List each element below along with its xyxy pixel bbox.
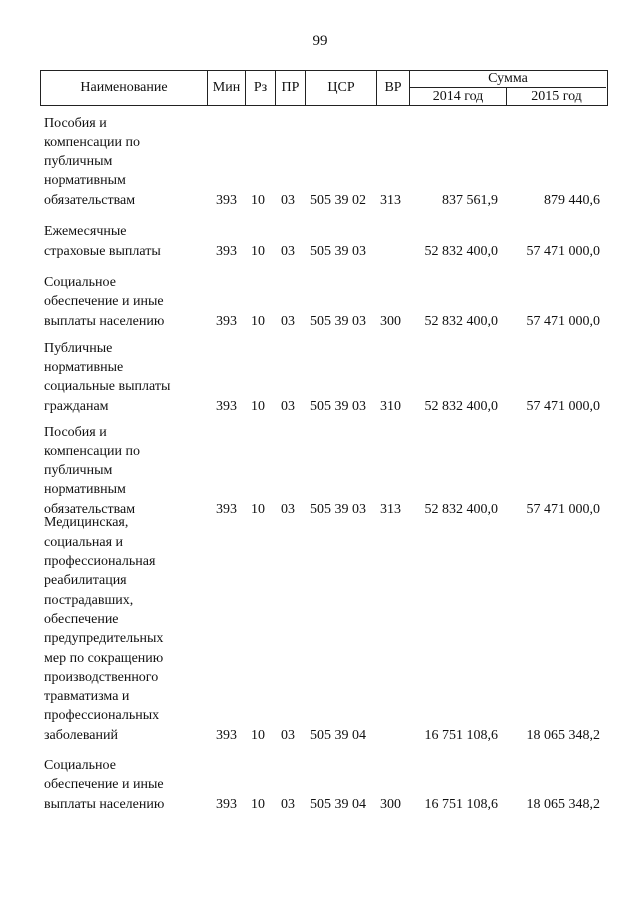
- table-row: [0, 756, 640, 814]
- row-name-line: Социальное: [44, 275, 116, 291]
- row-min: 393: [216, 192, 237, 208]
- row-pr: 03: [281, 313, 295, 329]
- row-name: [44, 339, 194, 416]
- row-csr: 505 39 03: [310, 501, 366, 517]
- row-csr: 505 39 04: [310, 727, 366, 743]
- header-name: Наименование: [80, 80, 168, 95]
- table-row: [0, 339, 640, 416]
- row-name-line: публичным: [44, 463, 113, 479]
- row-name-line: травматизма и: [44, 689, 130, 705]
- row-name-line: публичным: [44, 154, 113, 170]
- row-name-line: социальная и: [44, 534, 124, 550]
- row-name-line: гражданам: [44, 398, 109, 414]
- row-name-line: производственного: [44, 669, 159, 685]
- row-rz: 10: [251, 192, 265, 208]
- row-sum-2015: 57 471 000,0: [526, 501, 600, 517]
- header-year-2015: 2015 год: [531, 88, 582, 104]
- row-name-line: компенсации по: [44, 443, 140, 459]
- row-sum-2014: 16 751 108,6: [424, 796, 498, 812]
- row-sum-2015: 57 471 000,0: [526, 313, 600, 329]
- table-row: [0, 513, 640, 745]
- row-name-line: обеспечение: [44, 611, 119, 627]
- row-pr: 03: [281, 727, 295, 743]
- row-csr: 505 39 04: [310, 796, 366, 812]
- page-number: 99: [312, 33, 328, 49]
- row-name-line: реабилитация: [44, 573, 127, 589]
- row-name-line: обеспечение и иные: [44, 777, 164, 793]
- row-csr: 505 39 03: [310, 243, 366, 259]
- row-rz: 10: [251, 727, 265, 743]
- row-rz: 10: [251, 243, 265, 259]
- row-name: [44, 222, 194, 261]
- header-rz: Рз: [245, 71, 275, 105]
- row-pr: 03: [281, 243, 295, 259]
- row-name-line: нормативным: [44, 482, 126, 498]
- header-csr: ЦСР: [305, 71, 376, 105]
- row-name-line: обеспечение и иные: [44, 294, 164, 310]
- row-min: 393: [216, 796, 237, 812]
- row-min: 393: [216, 727, 237, 743]
- row-sum-2015: 57 471 000,0: [526, 398, 600, 414]
- row-pr: 03: [281, 398, 295, 414]
- row-sum-2014: 52 832 400,0: [424, 313, 498, 329]
- row-rz: 10: [251, 398, 265, 414]
- row-pr: 03: [281, 192, 295, 208]
- row-name-line: выплаты населению: [44, 796, 165, 812]
- row-name-line: обязательствам: [44, 192, 136, 208]
- row-pr: 03: [281, 796, 295, 812]
- table-header: [40, 70, 608, 106]
- row-sum-2015: 18 065 348,2: [526, 796, 600, 812]
- header-vr: ВР: [376, 71, 409, 105]
- row-name-line: нормативные: [44, 360, 124, 376]
- row-name-line: Медицинская,: [44, 515, 129, 531]
- table-row: [0, 114, 640, 211]
- row-vr: 313: [380, 192, 401, 208]
- row-sum-2014: 52 832 400,0: [424, 501, 498, 517]
- row-name-line: страховые выплаты: [44, 243, 161, 259]
- header-pr: ПР: [275, 71, 305, 105]
- row-name-line: Социальное: [44, 758, 116, 774]
- row-vr: 300: [380, 313, 401, 329]
- row-name-line: Публичные: [44, 340, 113, 356]
- row-name: [44, 114, 194, 210]
- row-name-line: обязательствам: [44, 501, 136, 517]
- row-pr: 03: [281, 501, 295, 517]
- row-min: 393: [216, 501, 237, 517]
- row-name: [44, 756, 194, 814]
- row-name-line: предупредительных: [44, 631, 164, 647]
- table-row: [0, 222, 640, 261]
- row-min: 393: [216, 243, 237, 259]
- row-csr: 505 39 02: [310, 192, 366, 208]
- row-name-line: Пособия и: [44, 424, 107, 440]
- row-name: [44, 423, 194, 519]
- row-sum-2014: 52 832 400,0: [424, 243, 498, 259]
- row-name-line: социальные выплаты: [44, 379, 171, 395]
- header-year-2014: 2014 год: [410, 88, 507, 105]
- row-name-line: выплаты населению: [44, 313, 165, 329]
- row-sum-2015: 879 440,6: [544, 192, 600, 208]
- table-row: [0, 273, 640, 331]
- row-name-line: компенсации по: [44, 134, 140, 150]
- header-sum: Сумма: [410, 71, 606, 88]
- row-name-line: заболеваний: [44, 727, 118, 743]
- row-name-line: профессиональная: [44, 554, 156, 570]
- row-name-line: нормативным: [44, 173, 126, 189]
- row-rz: 10: [251, 313, 265, 329]
- row-vr: 300: [380, 796, 401, 812]
- row-rz: 10: [251, 796, 265, 812]
- row-rz: 10: [251, 501, 265, 517]
- row-name-line: пострадавших,: [44, 592, 134, 608]
- row-sum-2014: 837 561,9: [442, 192, 498, 208]
- row-sum-2015: 57 471 000,0: [526, 243, 600, 259]
- row-sum-2014: 16 751 108,6: [424, 727, 498, 743]
- header-min: Мин: [207, 71, 245, 105]
- row-vr: 313: [380, 501, 401, 517]
- row-sum-2014: 52 832 400,0: [424, 398, 498, 414]
- row-name: [44, 273, 194, 331]
- row-min: 393: [216, 398, 237, 414]
- row-csr: 505 39 03: [310, 313, 366, 329]
- row-name: [44, 513, 194, 745]
- row-name-line: Пособия и: [44, 115, 107, 131]
- row-csr: 505 39 03: [310, 398, 366, 414]
- row-name-line: мер по сокращению: [44, 650, 164, 666]
- table-row: [0, 423, 640, 520]
- row-vr: 310: [380, 398, 401, 414]
- row-sum-2015: 18 065 348,2: [526, 727, 600, 743]
- row-name-line: Ежемесячные: [44, 224, 127, 240]
- row-name-line: профессиональных: [44, 708, 160, 724]
- row-min: 393: [216, 313, 237, 329]
